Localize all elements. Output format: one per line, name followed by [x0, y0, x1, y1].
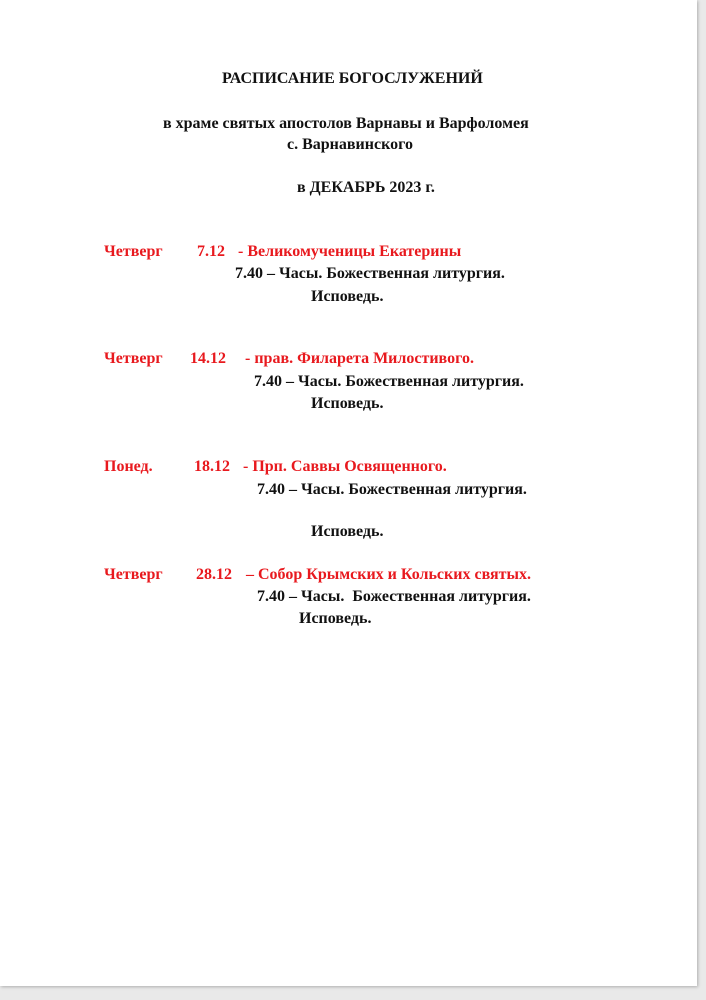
entry-date: 14.12 [190, 350, 226, 367]
entry-feast: - прав. Филарета Милостивого. [245, 350, 474, 367]
entry-service: 7.40 – Часы. Божественная литургия. [254, 373, 524, 390]
entry-feast: - Прп. Саввы Освященного. [243, 458, 447, 475]
entry-day: Четверг [104, 350, 163, 367]
entry-day: Четверг [104, 566, 163, 583]
entry-service: 7.40 – Часы. Божественная литургия. [235, 265, 505, 282]
entry-confession: Исповедь. [311, 395, 384, 412]
entry-date: 7.12 [197, 243, 225, 260]
entry-feast: – Собор Крымских и Кольских святых. [246, 566, 531, 583]
schedule-month: в ДЕКАБРЬ 2023 г. [297, 179, 435, 196]
entry-feast: - Великомученицы Екатерины [238, 243, 462, 260]
entry-confession: Исповедь. [299, 610, 372, 627]
village-name: с. Варнавинского [287, 136, 413, 153]
entry-service: 7.40 – Часы. Божественная литургия. [257, 481, 527, 498]
entry-day: Четверг [104, 243, 163, 260]
entry-date: 28.12 [196, 566, 232, 583]
entry-confession: Исповедь. [311, 288, 384, 305]
entry-day: Понед. [104, 458, 153, 475]
entry-date: 18.12 [194, 458, 230, 475]
entry-confession: Исповедь. [311, 523, 384, 540]
document-title: РАСПИСАНИЕ БОГОСЛУЖЕНИЙ [222, 70, 483, 87]
church-name: в храме святых апостолов Варнавы и Варфоломея [163, 115, 529, 132]
entry-service: 7.40 – Часы. Божественная литургия. [257, 588, 531, 605]
